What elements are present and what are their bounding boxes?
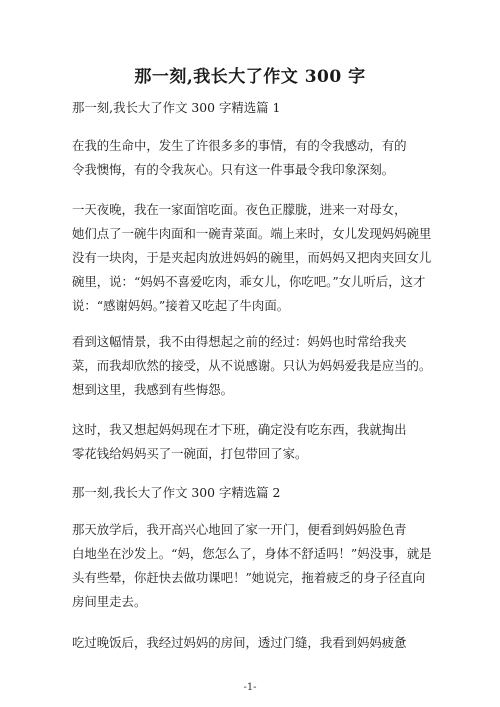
paragraph-1 [72, 134, 432, 182]
text-line: 菜，而我却欣然的接受，从不说感谢。只认为妈妈爱我是应当的。 [72, 358, 432, 373]
text-line: 那一刻,我长大了作文 300 字精选篇 1 [72, 100, 281, 115]
text-line: 房间里走去。 [72, 594, 147, 609]
paragraph-5 [72, 518, 432, 614]
text-line: 在我的生命中，发生了许很多多的事情，有的令我感动，有的 [72, 138, 407, 153]
text-line: 那一刻,我长大了作文 300 字精选篇 2 [72, 485, 281, 500]
text-line: 那天放学后，我开高兴心地回了家一开门，便看到妈妈脸色青 [72, 522, 407, 537]
document-title: 那一刻,我长大了作文 300 字 [134, 67, 366, 87]
text-line: 一天夜晚，我在一家面馆吃面。夜色正朦胧，进来一对母女， [72, 202, 407, 217]
text-line: 说：“感谢妈妈。”接着又吃起了牛肉面。 [72, 298, 290, 313]
section-heading-1 [72, 96, 432, 120]
text-line: 头有些晕，你赶快去做功课吧！”她说完，拖着疲乏的身子径直向 [72, 570, 426, 585]
text-line: 令我懊悔，有的令我灰心。只有这一件事最令我印象深刻。 [72, 162, 395, 177]
paragraph-4 [72, 418, 432, 466]
text-line: 碗里，说：“妈妈不喜爱吃肉，乖女儿，你吃吧。”女儿听后，这才 [72, 274, 426, 289]
text-line: 没有一块肉，于是夹起肉放进妈妈的碗里，而妈妈又把肉夹回女儿 [72, 250, 432, 265]
section-heading-2 [72, 481, 432, 505]
paragraph-2 [72, 198, 432, 318]
text-line: 吃过晚饭后，我经过妈妈的房间，透过门缝，我看到妈妈疲惫 [72, 635, 407, 650]
text-line: 想到这里，我感到有些悔怨。 [72, 382, 234, 397]
text-line: 零花钱给妈妈买了一碗面，打包带回了家。 [72, 446, 308, 461]
page-number: -1- [243, 682, 257, 693]
paragraph-6 [72, 631, 432, 655]
text-line: 这时，我又想起妈妈现在才下班，确定没有吃东西，我就掏出 [72, 422, 407, 437]
text-line: 看到这幅情景，我不由得想起之前的经过：妈妈也时常给我夹 [72, 334, 407, 349]
text-line: 她们点了一碗牛肉面和一碗青菜面。端上来时，女儿发现妈妈碗里 [72, 226, 432, 241]
text-line: 白地坐在沙发上。“妈，您怎么了，身体不舒适吗！”妈没事，就是 [72, 546, 432, 561]
paragraph-3 [72, 330, 432, 402]
